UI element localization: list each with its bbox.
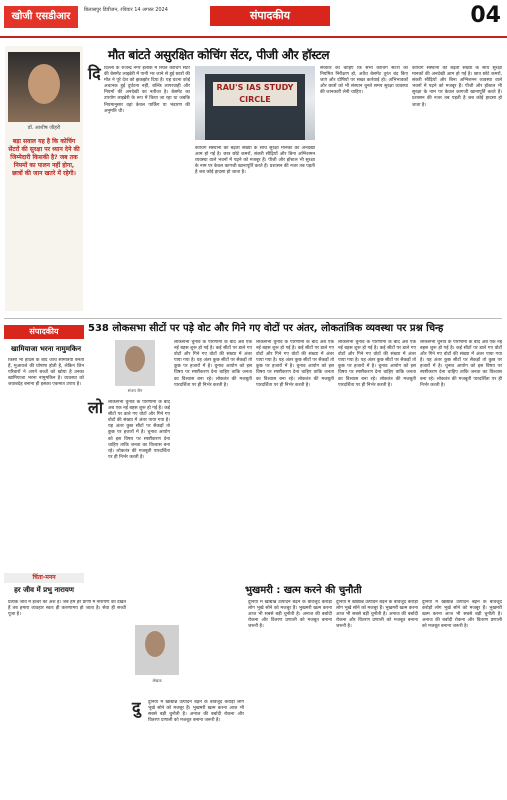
divider: [4, 318, 502, 319]
drop-cap: दि: [88, 64, 101, 83]
hunger-body-3: दुनिया में खाद्यान्न उत्पादन बढ़ने के बावजूद करोड़ों लोग भूखे सोने को मजबूर हैं। भुखमरी खत्म करना आज भी सबसे बड़ी चुनौती है। अनाज की बर्बादी रोकना और वितरण प्रणाली को मजबूत बनाना जरूरी है।: [336, 600, 418, 630]
hunger-body-4: दुनिया में खाद्यान्न उत्पादन बढ़ने के बावजूद करोड़ों लोग भूखे सोने को मजबूर हैं। भुखमरी खत्म करना आज भी सबसे बड़ी चुनौती है। अनाज की बर्बादी रोकना और वितरण प्रणाली को मजबूत बनाना जरूरी है।: [422, 600, 502, 630]
face-shape: [28, 64, 60, 104]
editorial-band: संपादकीय: [4, 325, 84, 339]
lead-body-2: कोचिंग संस्थानों की बढ़ती संख्या के साथ सुरक्षा मानकों की अनदेखी आम हो गई है। छात्र छोटे कमरों, संकरी सीढ़ियों और बिना अग्निशमन व्यवस्था वाले भवनों में पढ़ने को मजबूर हैं। पीजी और हॉस्टल भी सुरक्षा के नाम पर केवल कागजी खानापूर्ति करते हैं। प्रशासन की नजर तब पड़ती है जब कोई हादसा हो जाता है।: [195, 146, 315, 176]
drop-cap: दु: [132, 698, 141, 717]
author-photo: [8, 52, 80, 122]
columnist-caption: संजय जैन: [127, 388, 143, 393]
section-title: संपादकीय: [210, 6, 330, 26]
lead-headline: मौत बांटते असुरक्षित कोचिंग सेंटर, पीजी और हॉस्टल: [108, 48, 330, 62]
author-caption: डॉ. आशीष जौहरी: [27, 125, 61, 131]
dateline: बिलासपुर डिवीजन, रविवार 14 अगस्त 2024: [84, 7, 168, 13]
columnist-photo: [115, 340, 155, 386]
pull-quote: बड़ा सवाल यह है कि कोचिंग सेंटरों की सुरक्षा पर ध्यान देने की जिम्मेदारी किसकी है? जब तक नियमों का पालन नहीं होगा, छात्रों की जान खतरे में रहेगी।: [8, 138, 80, 177]
face-shape: [145, 631, 165, 657]
masthead: [0, 0, 507, 38]
election-body-1: लोकसभा चुनाव के परिणामों के बाद अब एक नई बहस शुरू हो गई है। कई सीटों पर डाले गए वोटों और गिने गए वोटों की संख्या में अंतर पाया गया है। यह अंतर कुछ सीटों पर सैकड़ों तो कुछ पर हजारों में है। चुनाव आयोग को इस विषय पर स्पष्टीकरण देना चाहिए ताकि जनता का विश्वास बना रहे। लोकतंत्र की मजबूती पारदर्शिता पर ही निर्भर करती है।: [108, 400, 170, 460]
brand-logo: खोजी एसडीआर: [4, 6, 78, 28]
election-body-2: लोकसभा चुनाव के परिणामों के बाद अब एक नई बहस शुरू हो गई है। कई सीटों पर डाले गए वोटों और गिने गए वोटों की संख्या में अंतर पाया गया है। यह अंतर कुछ सीटों पर सैकड़ों तो कुछ पर हजारों में है। चुनाव आयोग को इस विषय पर स्पष्टीकरण देना चाहिए ताकि जनता का विश्वास बना रहे। लोकतंत्र की मजबूती पारदर्शिता पर ही निर्भर करती है।: [174, 340, 252, 388]
lead-body-1: दिल्ली के राजेन्द्र नगर इलाके में स्थित कोचिंग सेंटर की बेसमेंट लाइब्रेरी में पानी भर जाने से हुई छात्रों की मौत ने पूरे देश को झकझोर दिया है। यह घटना कोई अचानक हुई दुर्घटना नहीं, बल्कि लापरवाही और नियमों की अनदेखी का नतीजा है। बेसमेंट का उपयोग लाइब्रेरी के रूप में किया जा रहा था जबकि नियमानुसार वहां केवल पार्किंग या भंडारण की अनुमति थी।: [104, 66, 190, 114]
election-body-4: लोकसभा चुनाव के परिणामों के बाद अब एक नई बहस शुरू हो गई है। कई सीटों पर डाले गए वोटों और गिने गए वोटों की संख्या में अंतर पाया गया है। यह अंतर कुछ सीटों पर सैकड़ों तो कुछ पर हजारों में है। चुनाव आयोग को इस विषय पर स्पष्टीकरण देना चाहिए ताकि जनता का विश्वास बना रहे। लोकतंत्र की मजबूती पारदर्शिता पर ही निर्भर करती है।: [338, 340, 416, 388]
hunger-body-1: दुनिया में खाद्यान्न उत्पादन बढ़ने के बावजूद करोड़ों लोग भूखे सोने को मजबूर हैं। भुखमरी खत्म करना आज भी सबसे बड़ी चुनौती है। अनाज की बर्बादी रोकना और वितरण प्रणाली को मजबूत बनाना जरूरी है।: [148, 700, 244, 724]
coaching-building-photo: [195, 66, 315, 140]
drop-cap: लो: [88, 398, 103, 417]
editorial-body: किसी भी हादसे के बाद जांच समितियां बनती हैं, मुआवजे की घोषणा होती है, लेकिन जिन परिवारों ने अपने बच्चों को खोया है उनका खामियाजा भरना नामुमकिन है। व्यवस्था को जवाबदेह बनाना ही इसका एकमात्र उपाय है।: [8, 358, 84, 388]
election-body-5: लोकसभा चुनाव के परिणामों के बाद अब एक नई बहस शुरू हो गई है। कई सीटों पर डाले गए वोटों और गिने गए वोटों की संख्या में अंतर पाया गया है। यह अंतर कुछ सीटों पर सैकड़ों तो कुछ पर हजारों में है। चुनाव आयोग को इस विषय पर स्पष्टीकरण देना चाहिए ताकि जनता का विश्वास बना रहे। लोकतंत्र की मजबूती पारदर्शिता पर ही निर्भर करती है।: [420, 340, 502, 388]
election-body-3: लोकसभा चुनाव के परिणामों के बाद अब एक नई बहस शुरू हो गई है। कई सीटों पर डाले गए वोटों और गिने गए वोटों की संख्या में अंतर पाया गया है। यह अंतर कुछ सीटों पर सैकड़ों तो कुछ पर हजारों में है। चुनाव आयोग को इस विषय पर स्पष्टीकरण देना चाहिए ताकि जनता का विश्वास बना रहे। लोकतंत्र की मजबूती पारदर्शिता पर ही निर्भर करती है।: [256, 340, 334, 388]
hunger-author-photo: [135, 625, 179, 675]
lead-body-3: सरकार को चाहिए कि सभी कोचिंग सेंटरों का नियमित निरीक्षण हो, अवैध बेसमेंट तुरंत बंद किए जाएं और दोषियों पर सख्त कार्रवाई हो। अभिभावकों और छात्रों को भी संस्थान चुनते समय सुरक्षा व्यवस्था की जानकारी लेनी चाहिए।: [320, 66, 408, 96]
editorial-subhead: खामियाजा भरना नामुमकिन: [11, 345, 81, 353]
hunger-caption: लेखक: [152, 678, 162, 683]
election-headline: 538 लोकसभा सीटों पर पड़े वोट और गिने गए वोटों पर अंतर, लोकतांत्रिक व्यवस्था पर प्रश्न चिन्ह: [88, 323, 444, 334]
lead-body-4: कोचिंग संस्थानों की बढ़ती संख्या के साथ सुरक्षा मानकों की अनदेखी आम हो गई है। छात्र छोटे कमरों, संकरी सीढ़ियों और बिना अग्निशमन व्यवस्था वाले भवनों में पढ़ने को मजबूर हैं। पीजी और हॉस्टल भी सुरक्षा के नाम पर केवल कागजी खानापूर्ति करते हैं। प्रशासन की नजर तब पड़ती है जब कोई हादसा हो जाता है।: [412, 66, 502, 108]
kicker-label: चिंता-मनन: [4, 573, 84, 583]
coaching-banner: RAU'S IAS STUDY CIRCLE: [213, 82, 297, 106]
hunger-headline: भुखमरी : खत्म करने की चुनौती: [245, 585, 362, 596]
spiritual-subhead: हर जीव में प्रभु नारायण: [14, 586, 74, 594]
page-number: 04: [470, 3, 501, 28]
spiritual-body: प्रत्येक जीव में ईश्वर का अंश है। जब हम हर प्राणी में नारायण को देखते हैं तब हमारा व्यवहार स्वतः ही करुणामय हो जाता है। सेवा ही सच्ची पूजा है।: [8, 600, 126, 618]
face-shape: [125, 346, 145, 372]
hunger-body-2: दुनिया में खाद्यान्न उत्पादन बढ़ने के बावजूद करोड़ों लोग भूखे सोने को मजबूर हैं। भुखमरी खत्म करना आज भी सबसे बड़ी चुनौती है। अनाज की बर्बादी रोकना और वितरण प्रणाली को मजबूत बनाना जरूरी है।: [248, 600, 332, 630]
